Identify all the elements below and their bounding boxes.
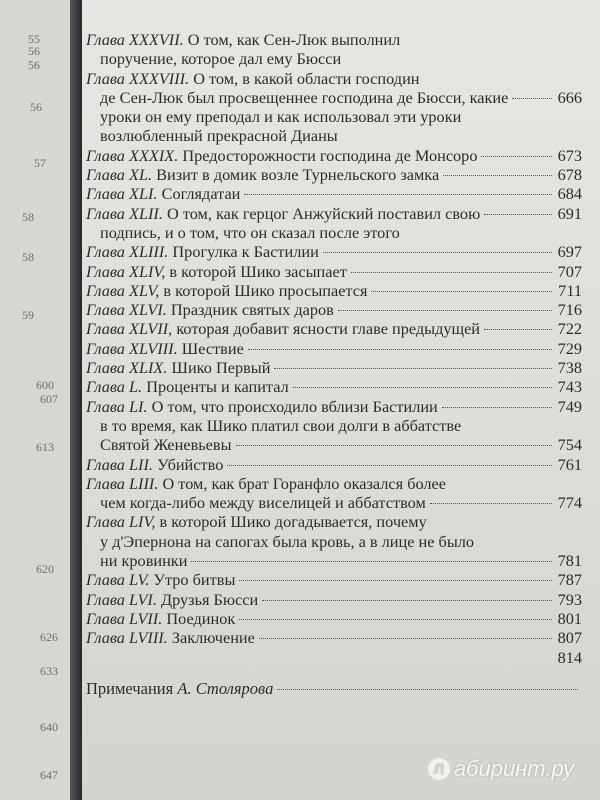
dot-leader xyxy=(484,329,552,330)
toc-line xyxy=(86,455,582,474)
margin-page-number: 58 xyxy=(22,210,34,224)
dot-leader xyxy=(248,349,552,350)
page-number: 754 xyxy=(557,435,582,455)
dot-leader xyxy=(262,600,552,601)
toc-line xyxy=(86,339,582,358)
chapter-title-text: чем когда-либо между виселицей и аббатством xyxy=(100,493,426,513)
toc-entry xyxy=(86,628,582,647)
toc-line xyxy=(86,416,582,435)
toc-line xyxy=(86,319,582,338)
toc-line xyxy=(86,262,582,281)
page-number: 673 xyxy=(557,145,582,165)
toc-entry xyxy=(86,300,582,319)
toc-line xyxy=(86,435,582,454)
chapter-label: Глава LVIII. xyxy=(86,628,168,648)
toc-entry xyxy=(86,455,582,474)
chapter-label: Глава XLVIII. xyxy=(86,338,178,358)
toc-entry xyxy=(86,339,582,358)
page-number: 774 xyxy=(557,493,582,513)
chapter-title-text: Прогулка к Бастилии xyxy=(172,242,319,262)
toc-line xyxy=(86,49,582,68)
chapter-label: Глава XLIII. xyxy=(86,242,169,262)
dot-leader xyxy=(236,445,552,446)
chapter-title-text: О том, что происходило вблизи Бастилии xyxy=(151,396,438,416)
page-number: 678 xyxy=(557,165,582,185)
dot-leader xyxy=(481,156,552,157)
chapter-title-text: О том, как герцог Анжуйский поставил свою xyxy=(167,203,481,223)
toc-line xyxy=(86,126,582,145)
chapter-title-text: Проценты и капитал xyxy=(146,377,289,397)
toc-entry xyxy=(86,590,582,609)
toc-line xyxy=(86,300,582,319)
margin-page-number: 59 xyxy=(22,308,34,322)
labirint-logo-icon: Л xyxy=(428,758,450,780)
toc-entry xyxy=(86,570,582,589)
margin-page-number: 620 xyxy=(36,562,54,576)
dot-leader xyxy=(293,387,552,388)
chapter-label: Глава LV. xyxy=(86,570,150,590)
page-number: 781 xyxy=(557,551,582,571)
chapter-title-text: О том, в какой области господин xyxy=(193,68,420,88)
chapter-title-text: уроки он ему преподал и как использовал эти уроки xyxy=(100,107,462,127)
chapter-title-text: Утро битвы xyxy=(153,570,236,590)
margin-page-number: 58 xyxy=(22,250,34,264)
chapter-label: Глава XLI. xyxy=(86,184,158,204)
dot-leader xyxy=(274,368,552,369)
margin-page-number: 56 xyxy=(30,100,42,114)
chapter-title-text: возлюбленный прекрасной Дианы xyxy=(100,126,338,146)
dot-leader xyxy=(371,291,552,292)
chapter-label: Глава XLVI. xyxy=(86,300,167,320)
toc-line xyxy=(86,281,582,300)
toc-line xyxy=(86,648,582,667)
page-number: 666 xyxy=(557,87,582,107)
margin-page-number: 613 xyxy=(36,440,54,454)
toc-line xyxy=(86,165,582,184)
chapter-title-text: Убийство xyxy=(157,454,224,474)
dot-leader xyxy=(442,407,552,408)
chapter-label: Глава XL. xyxy=(86,165,153,185)
left-page-edge xyxy=(0,0,71,800)
chapter-label: Глава LIII. xyxy=(86,473,159,493)
toc-line xyxy=(86,69,582,88)
dot-leader xyxy=(430,503,552,504)
margin-page-number: 647 xyxy=(40,768,58,782)
toc-line xyxy=(86,474,582,493)
chapter-title-text: Поединок xyxy=(166,608,236,628)
chapter-label: Глава LII. xyxy=(86,454,153,474)
watermark-text: абиринт.ру xyxy=(453,756,574,781)
page-number: 707 xyxy=(557,261,582,281)
toc-entry xyxy=(86,397,582,455)
chapter-title-text: в которой Шико засыпает xyxy=(169,261,347,281)
chapter-label: Глава LVI. xyxy=(86,589,157,609)
chapter-label: Глава XLIX. xyxy=(86,358,168,378)
chapter-title-text: ни кровинки xyxy=(100,551,188,571)
chapter-label: Глава XXXIX. xyxy=(86,145,179,165)
toc-entry xyxy=(86,358,582,377)
page-number: 814 xyxy=(557,647,582,667)
toc-line xyxy=(86,590,582,609)
toc-entry xyxy=(86,512,582,570)
toc-line xyxy=(86,184,582,203)
dot-leader xyxy=(227,465,552,466)
chapter-label: Глава LI. xyxy=(86,396,148,416)
toc-line xyxy=(86,30,582,49)
page-number: 684 xyxy=(557,184,582,204)
toc-entry xyxy=(86,242,582,261)
toc-page xyxy=(82,0,600,800)
toc-line xyxy=(86,377,582,396)
toc-entry xyxy=(86,262,582,281)
chapter-label: Глава XLVII, xyxy=(86,319,173,339)
chapter-label: Глава XLIV, xyxy=(86,261,166,281)
chapter-title-text: Предосторожности господина де Монсоро xyxy=(182,145,478,165)
margin-page-number: 607 xyxy=(40,392,58,406)
toc-line xyxy=(86,532,582,551)
margin-page-number: 55 xyxy=(28,32,40,46)
toc-entry xyxy=(86,377,582,396)
page-number: 711 xyxy=(558,280,582,300)
toc-entry xyxy=(86,609,582,628)
chapter-title-text: Визит в домик возле Турнельского замка xyxy=(156,165,440,185)
chapter-title-text: Шико Первый xyxy=(171,358,271,378)
dot-leader xyxy=(443,175,552,176)
page-number: 801 xyxy=(557,608,582,628)
toc-entry xyxy=(86,474,582,513)
margin-page-number: 56 xyxy=(28,44,40,58)
toc-line xyxy=(86,242,582,261)
toc-entry xyxy=(86,184,582,203)
toc-line xyxy=(86,88,582,107)
page-number: 729 xyxy=(557,338,582,358)
margin-page-number: 56 xyxy=(28,58,40,72)
book-gutter xyxy=(70,0,82,800)
toc-line xyxy=(86,628,582,647)
page-number: 738 xyxy=(557,358,582,378)
page-number: 716 xyxy=(557,300,582,320)
page-number: 743 xyxy=(557,377,582,397)
dot-leader xyxy=(484,214,552,215)
toc-entry xyxy=(86,69,582,146)
toc-entry xyxy=(86,204,582,243)
page-number: 807 xyxy=(557,628,582,648)
chapter-title-text: де Сен-Люк был просвещеннее господина де Бюсси, какие xyxy=(100,87,509,107)
page-number: 722 xyxy=(557,319,582,339)
chapter-title-text: О том, как Сен-Люк выполнил xyxy=(187,30,401,49)
notes-author: А. Столярова xyxy=(177,678,274,698)
toc-line xyxy=(86,397,582,416)
dot-leader xyxy=(323,252,552,253)
margin-page-number: 626 xyxy=(40,630,58,644)
page-number: 697 xyxy=(557,242,582,262)
dot-leader xyxy=(351,272,552,273)
toc-entry xyxy=(86,281,582,300)
chapter-title-text: которая добавит ясности главе предыдущей xyxy=(176,319,481,339)
chapter-label: Глава XLV, xyxy=(86,280,160,300)
chapter-title-text: подпись, и о том, что он сказал после этого xyxy=(100,222,400,242)
chapter-label: Глава L. xyxy=(86,377,143,397)
chapter-title-text: в то время, как Шико платил свои долги в аббатстве xyxy=(100,415,462,435)
toc-line xyxy=(86,223,582,242)
chapter-label: Глава XXXVIII. xyxy=(86,68,190,88)
chapter-title-text: Шествие xyxy=(181,338,244,358)
notes-label: Примечания xyxy=(86,678,174,698)
toc-line xyxy=(86,609,582,628)
dot-leader xyxy=(244,194,552,195)
margin-page-number: 633 xyxy=(40,664,58,678)
toc-line xyxy=(86,512,582,531)
chapter-label: Глава LVII. xyxy=(86,608,163,628)
dot-leader xyxy=(259,638,552,639)
toc-line xyxy=(86,204,582,223)
chapter-title-text: поручение, которое дал ему Бюсси xyxy=(100,49,342,69)
chapter-title-text: Друзья Бюсси xyxy=(160,589,259,609)
margin-page-number: 600 xyxy=(36,378,54,392)
dot-leader xyxy=(512,98,552,99)
toc-line xyxy=(86,146,582,165)
notes-entry xyxy=(86,679,582,698)
toc-entry xyxy=(86,319,582,338)
dot-leader xyxy=(239,580,552,581)
chapter-title-text: Соглядатаи xyxy=(161,184,241,204)
chapter-title-text: в которой Шико просыпается xyxy=(163,280,368,300)
toc-entry xyxy=(86,146,582,165)
dot-leader xyxy=(277,689,578,690)
chapter-title-text: Заключение xyxy=(171,628,255,648)
page-number: 691 xyxy=(557,203,582,223)
margin-page-number: 57 xyxy=(34,156,46,170)
margin-page-number: 640 xyxy=(40,720,58,734)
toc-entry xyxy=(86,165,582,184)
toc-line xyxy=(86,493,582,512)
chapter-title-text: О том, как брат Горанфло оказался более xyxy=(162,473,446,493)
chapter-title-text: у д'Эпернона на сапогах была кровь, а в лице не было xyxy=(100,531,475,551)
chapter-label: Глава XXXVII. xyxy=(86,30,184,49)
chapter-label: Глава XLII. xyxy=(86,203,163,223)
chapter-title-text: в которой Шико догадывается, почему xyxy=(159,512,427,532)
toc-line xyxy=(86,358,582,377)
toc-line xyxy=(86,551,582,570)
dot-leader xyxy=(191,561,552,562)
dot-leader xyxy=(239,619,552,620)
page-number: 749 xyxy=(557,396,582,416)
chapter-title-text: Святой Женевьевы xyxy=(100,435,232,455)
dot-leader xyxy=(338,310,552,311)
chapter-label: Глава LIV, xyxy=(86,512,156,532)
chapter-title-text: Праздник святых даров xyxy=(170,300,334,320)
table-of-contents xyxy=(82,30,600,698)
toc-line xyxy=(86,107,582,126)
toc-line xyxy=(86,570,582,589)
page-number: 787 xyxy=(557,570,582,590)
toc-entry xyxy=(86,30,582,69)
page-number: 793 xyxy=(557,589,582,609)
watermark xyxy=(428,756,574,782)
page-number: 761 xyxy=(557,454,582,474)
